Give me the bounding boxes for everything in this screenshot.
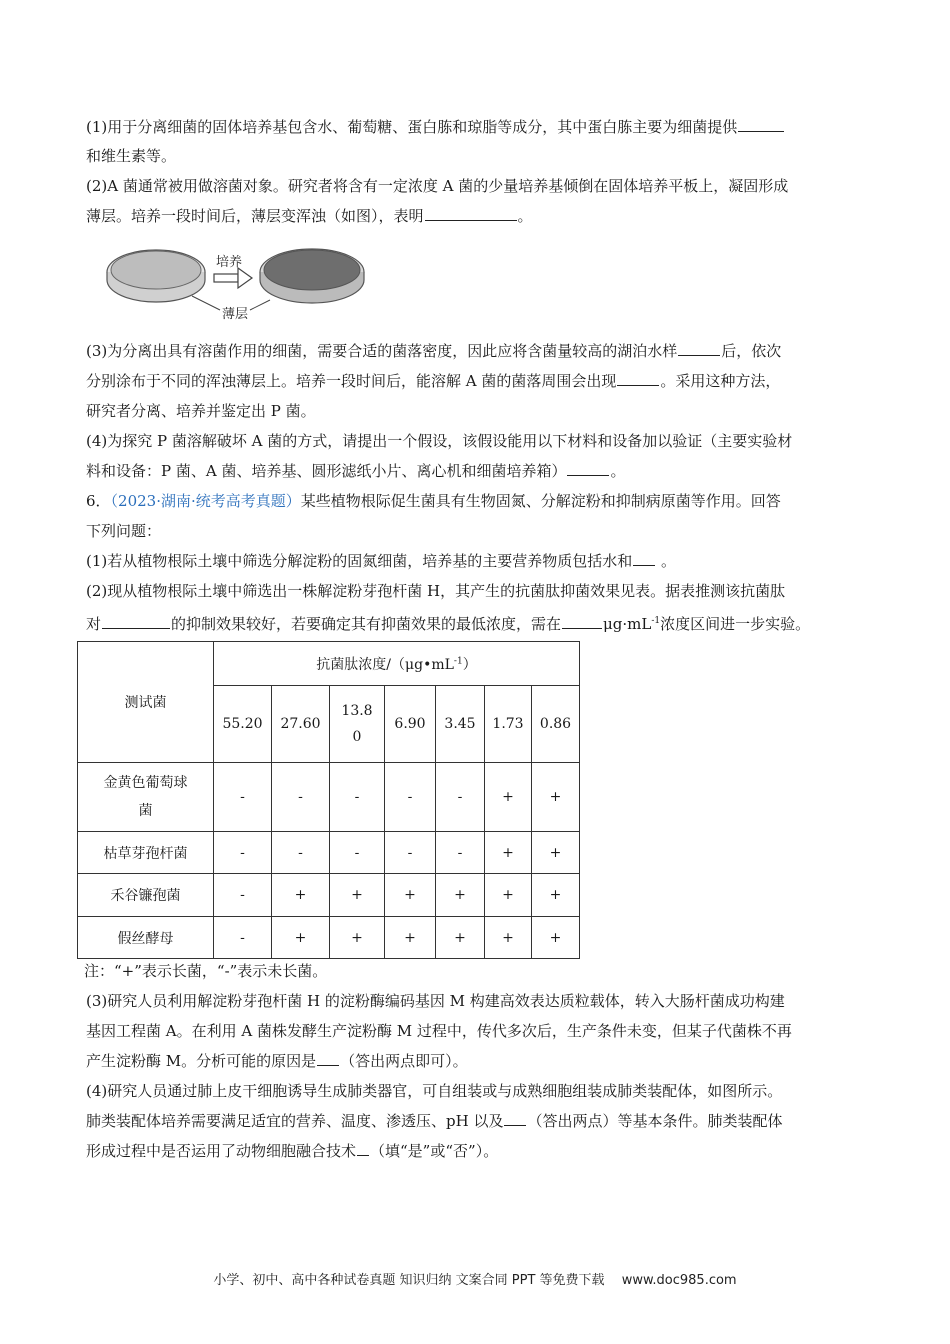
table-cell: + — [532, 917, 580, 959]
table-row-name: 禾谷镰孢菌 — [78, 874, 214, 917]
table-row-name: 枯草芽孢杆菌 — [78, 832, 214, 874]
table-cell: + — [330, 874, 385, 917]
table-row-name: 金黄色葡萄球 菌 — [78, 763, 214, 832]
table-header-concentration: 抗菌肽浓度$/(\mu g•mL^{-1})$ — [214, 642, 580, 686]
q5-part4-line2: 料和设备：P 菌、A 菌、培养基、圆形滤纸小片、离心机和细菌培养箱） 。 — [86, 462, 626, 480]
table-cell: - — [214, 763, 272, 832]
answer-blank[interactable] — [357, 1141, 369, 1156]
table-note: 注：“+”表示长菌，“-”表示未长菌。 — [84, 962, 328, 980]
antibacterial-table — [77, 641, 580, 959]
q6-intro-line2: 下列问题： — [86, 522, 162, 540]
q6-part2-line1: (2)现从植物根际土壤中筛选出一株解淀粉芽孢杆菌 H，其产生的抗菌肽抑菌效果见表。据表推测该抗菌肽 — [86, 582, 786, 600]
table-cell: + — [272, 917, 330, 959]
q6-part3-line3: 产生淀粉酶 M。分析可能的原因是 （答出两点即可）。 — [86, 1052, 468, 1070]
q6-intro-line1: 6．（2023·湖南·统考高考真题）某些植物根际促生菌具有生物固氮、分解淀粉和抑制病原菌等作用。回答 — [86, 492, 781, 510]
table-cell: + — [436, 917, 485, 959]
answer-blank[interactable] — [617, 371, 659, 386]
table-cell: + — [485, 874, 532, 917]
table-cell: + — [385, 874, 436, 917]
table-cell: - — [272, 832, 330, 874]
table-cell: - — [214, 917, 272, 959]
table-row — [78, 832, 580, 874]
table-cell: - — [330, 832, 385, 874]
table-cell: + — [385, 917, 436, 959]
table-cell: + — [436, 874, 485, 917]
table-row — [78, 874, 580, 917]
q5-part3-line1: (3)为分离出具有溶菌作用的细菌，需要合适的菌落密度，因此应将含菌量较高的湖泊水样 后，依次 — [86, 342, 782, 360]
q5-part2-line2: 薄层。培养一段时间后，薄层变浑浊（如图），表明 。 — [86, 207, 533, 225]
answer-blank[interactable] — [738, 117, 784, 132]
answer-blank[interactable] — [317, 1051, 339, 1066]
answer-blank[interactable] — [567, 461, 609, 476]
table-conc: 55.20 — [214, 686, 272, 763]
question-number: 6． — [86, 492, 111, 510]
answer-blank[interactable] — [504, 1111, 526, 1126]
q5-part3-line2: 分别涂布于不同的浑浊薄层上。培养一段时间后，能溶解 A 菌的菌落周围会出现 。采用这种方法， — [86, 372, 781, 390]
answer-blank[interactable] — [562, 614, 602, 629]
table-cell: + — [485, 832, 532, 874]
q5-part2-line1: (2)A 菌通常被用做溶菌对象。研究者将含有一定浓度 A 菌的少量培养基倾倒在固体培养平板上，凝固形成 — [86, 177, 789, 195]
table-conc: 3.45 — [436, 686, 485, 763]
q6-part1: (1)若从植物根际土壤中筛选分解淀粉的固氮细菌，培养基的主要营养物质包括水和 。 — [86, 552, 677, 570]
answer-blank[interactable] — [425, 206, 517, 221]
table-conc: 6.90 — [385, 686, 436, 763]
table-cell: + — [532, 832, 580, 874]
q6-part2-line2: 对 的抑制效果较好，若要确定其有抑菌效果的最低浓度，需在 $\mu g\cdot mL^{-1}$浓度区间进一步实验。 — [86, 615, 811, 633]
table-cell: - — [436, 832, 485, 874]
question-source: （2023·湖南·统考高考真题） — [110, 492, 301, 510]
table-header-test: 测试菌 — [78, 642, 214, 763]
q5-part3-line3: 研究者分离、培养并鉴定出 P 菌。 — [86, 402, 316, 420]
layer-label: 薄层 — [222, 307, 249, 322]
table-row — [78, 917, 580, 959]
table-cell: - — [385, 832, 436, 874]
table-cell: - — [436, 763, 485, 832]
q6-part4-line1: (4)研究人员通过肺上皮干细胞诱导生成肺类器官，可自组装或与成熟细胞组装成肺类装配体，如图所示。 — [86, 1082, 783, 1100]
table-conc: 27.60 — [272, 686, 330, 763]
table-conc: 13.8 0 — [330, 686, 385, 763]
table-cell: + — [485, 917, 532, 959]
q5-part1-line1: (1)用于分离细菌的固体培养基包含水、葡萄糖、蛋白胨和琼脂等成分，其中蛋白胨主要为细菌提供 — [86, 117, 785, 137]
q6-part4-line2: 肺类装配体培养需要满足适宜的营养、温度、渗透压、pH 以及 （答出两点）等基本条件。肺类装配体 — [86, 1112, 783, 1130]
table-row-name: 假丝酵母 — [78, 917, 214, 959]
page-footer: 小学、初中、高中各种试卷真题 知识归纳 文案合同 PPT 等免费下载 www.doc985.com — [213, 1273, 737, 1288]
answer-blank[interactable] — [102, 614, 170, 629]
answer-blank[interactable] — [633, 551, 655, 566]
q6-part4-line3: 形成过程中是否运用了动物细胞融合技术 （填“是”或“否”）。 — [86, 1142, 499, 1160]
table-cell: + — [272, 874, 330, 917]
arrow-label: 培养 — [216, 255, 243, 270]
table-cell: - — [385, 763, 436, 832]
q6-part3-line2: 基因工程菌 A。在利用 A 菌株发酵生产淀粉酶 M 过程中，传代多次后，生产条件未变，但某子代菌株不再 — [86, 1022, 792, 1040]
q6-part3-line1: (3)研究人员利用解淀粉芽孢杆菌 H 的淀粉酶编码基因 M 构建高效表达质粒载体，转入大肠杆菌成功构建 — [86, 992, 785, 1010]
table-cell: - — [272, 763, 330, 832]
table-cell: + — [532, 763, 580, 832]
table-cell: + — [485, 763, 532, 832]
petri-dish-figure — [100, 234, 380, 324]
table-cell: - — [214, 832, 272, 874]
table-cell: - — [214, 874, 272, 917]
table-conc: 0.86 — [532, 686, 580, 763]
table-row — [78, 763, 580, 832]
table-conc: 1.73 — [485, 686, 532, 763]
q5-part4-line1: (4)为探究 P 菌溶解破坏 A 菌的方式，请提出一个假设，该假设能用以下材料和设备加以验证（主要实验材 — [86, 432, 793, 450]
table-cell: + — [532, 874, 580, 917]
q5-part1-line2: 和维生素等。 — [86, 147, 177, 165]
answer-blank[interactable] — [678, 341, 720, 356]
table-cell: + — [330, 917, 385, 959]
table-cell: - — [330, 763, 385, 832]
